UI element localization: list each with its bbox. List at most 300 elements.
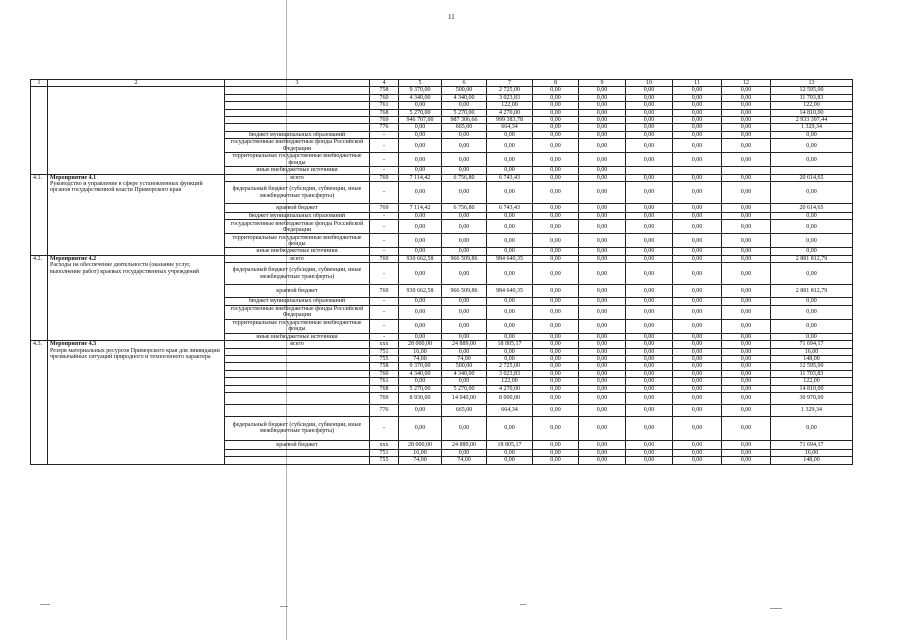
budget-code: ххх xyxy=(370,341,399,348)
budget-code: - xyxy=(370,234,399,248)
year-value: 0,00 xyxy=(487,355,533,362)
year-value: 0,00 xyxy=(579,355,626,362)
total-value: 11 703,83 xyxy=(771,94,853,101)
year-value xyxy=(673,167,722,174)
year-value: 0,00 xyxy=(673,102,722,109)
year-value: 0,00 xyxy=(626,392,673,404)
year-value: 946 707,00 xyxy=(399,117,442,124)
measure-title: Мероприятие 4.2 xyxy=(50,255,97,262)
year-value: 0,00 xyxy=(626,213,673,220)
scan-mark xyxy=(770,608,782,609)
budget-code: - xyxy=(370,167,399,174)
year-value: 0,00 xyxy=(487,234,533,248)
year-value: 0,00 xyxy=(673,319,722,333)
year-value: 0,00 xyxy=(626,124,673,131)
year-value: 0,00 xyxy=(533,319,579,333)
funding-source: краевой бюджет xyxy=(225,440,370,449)
scan-mark xyxy=(280,606,288,607)
year-value: 0,00 xyxy=(579,404,626,416)
year-value: 0,00 xyxy=(533,440,579,449)
year-value: 0,00 xyxy=(626,319,673,333)
year-value: 0,00 xyxy=(722,263,771,285)
funding-source: иные внебюджетные источники xyxy=(225,333,370,340)
table-row xyxy=(31,255,853,262)
year-value: 4 340,00 xyxy=(399,370,442,377)
year-value: 0,00 xyxy=(673,370,722,377)
year-value: 0,00 xyxy=(722,319,771,333)
measure-cell xyxy=(48,87,225,174)
year-value: 0,00 xyxy=(673,385,722,392)
table-row xyxy=(31,174,853,181)
total-value: 0,00 xyxy=(771,263,853,285)
year-value: 0,00 xyxy=(533,174,579,181)
year-value: 0,00 xyxy=(533,298,579,305)
year-value: 0,00 xyxy=(533,124,579,131)
funding-source xyxy=(225,385,370,392)
year-value: 0,00 xyxy=(579,182,626,204)
total-value: 30 970,00 xyxy=(771,392,853,404)
year-value: 0,00 xyxy=(533,139,579,153)
year-value: 0,00 xyxy=(673,378,722,385)
column-number: 5 xyxy=(399,80,442,87)
year-value: 0,00 xyxy=(722,285,771,298)
year-value: 0,00 xyxy=(399,305,442,319)
budget-code: 760 xyxy=(370,94,399,101)
measure-cell xyxy=(48,255,225,340)
budget-code: 760 xyxy=(370,370,399,377)
year-value: 0,00 xyxy=(722,234,771,248)
year-value: 0,00 xyxy=(487,449,533,456)
total-value: 0,00 xyxy=(771,139,853,153)
year-value: 0,00 xyxy=(579,378,626,385)
budget-code: - xyxy=(370,182,399,204)
year-value: 0,00 xyxy=(399,416,442,440)
year-value: 0,00 xyxy=(487,348,533,355)
year-value: 930 662,58 xyxy=(399,285,442,298)
funding-source xyxy=(225,94,370,101)
total-value: 0,00 xyxy=(771,319,853,333)
budget-code: 755 xyxy=(370,355,399,362)
total-value: 16,00 xyxy=(771,449,853,456)
funding-source xyxy=(225,370,370,377)
measure-id: 4.2. xyxy=(31,255,48,340)
funding-source: территориальные государственные внебюджетные фонды xyxy=(225,319,370,333)
funding-source: иные внебюджетные источники xyxy=(225,167,370,174)
year-value: 7 114,42 xyxy=(399,174,442,181)
budget-code: - xyxy=(370,298,399,305)
budget-code: 758 xyxy=(370,87,399,94)
year-value: 0,00 xyxy=(487,182,533,204)
year-value: 0,00 xyxy=(673,182,722,204)
year-value: 0,00 xyxy=(626,363,673,370)
funding-source: бюджет муниципальных образований xyxy=(225,213,370,220)
year-value: 0,00 xyxy=(673,213,722,220)
year-value: 0,00 xyxy=(579,449,626,456)
year-value: 7 114,42 xyxy=(399,204,442,213)
year-value: 5 270,00 xyxy=(399,385,442,392)
year-value: 0,00 xyxy=(533,305,579,319)
year-value: 0,00 xyxy=(533,457,579,464)
column-number: 10 xyxy=(626,80,673,87)
budget-code: 758 xyxy=(370,363,399,370)
column-number: 12 xyxy=(722,80,771,87)
year-value: 0,00 xyxy=(533,167,579,174)
column-number: 6 xyxy=(442,80,487,87)
year-value: 0,00 xyxy=(487,319,533,333)
year-value: 0,00 xyxy=(673,174,722,181)
year-value: 9 370,00 xyxy=(399,363,442,370)
year-value: 0,00 xyxy=(533,234,579,248)
funding-source: территориальные государственные внебюджетные фонды xyxy=(225,234,370,248)
year-value: 0,00 xyxy=(673,416,722,440)
year-value: 0,00 xyxy=(442,305,487,319)
total-value: 148,00 xyxy=(771,355,853,362)
year-value: 0,00 xyxy=(533,213,579,220)
year-value: 0,00 xyxy=(626,355,673,362)
year-value: 500,00 xyxy=(442,363,487,370)
measure-title: Мероприятие 4.1 xyxy=(50,174,97,181)
year-value: 28 000,00 xyxy=(399,440,442,449)
year-value: 6 743,43 xyxy=(487,204,533,213)
year-value: 0,00 xyxy=(626,204,673,213)
year-value: 0,00 xyxy=(579,416,626,440)
year-value: 0,00 xyxy=(579,174,626,181)
year-value: 0,00 xyxy=(579,87,626,94)
total-value: 14 810,00 xyxy=(771,109,853,116)
year-value: 24 889,00 xyxy=(442,440,487,449)
funding-source: федеральный бюджет (субсидии, субвенции, иные межбюджетные трансферты) xyxy=(225,263,370,285)
funding-source: бюджет муниципальных образований xyxy=(225,131,370,138)
year-value: 0,00 xyxy=(442,248,487,255)
column-number: 3 xyxy=(225,80,370,87)
measure-description: Резерв материальных ресурсов Приморского края для ликвидации чрезвычайных ситуаций природного и техногенного характера xyxy=(50,347,220,360)
table-row xyxy=(31,341,853,348)
year-value: 0,00 xyxy=(626,255,673,262)
year-value: 0,00 xyxy=(722,305,771,319)
year-value: 0,00 xyxy=(487,139,533,153)
budget-code: - xyxy=(370,139,399,153)
measure-description: Руководство и управление в сфере установленных функций органов государственной власти Приморского края xyxy=(50,181,203,194)
year-value: 0,00 xyxy=(722,298,771,305)
year-value: 0,00 xyxy=(533,109,579,116)
funding-source: краевой бюджет xyxy=(225,204,370,213)
year-value: 5 270,00 xyxy=(442,385,487,392)
year-value: 0,00 xyxy=(579,139,626,153)
budget-code: - xyxy=(370,153,399,167)
year-value: 0,00 xyxy=(533,378,579,385)
budget-code: 769 xyxy=(370,174,399,181)
year-value: 0,00 xyxy=(399,131,442,138)
budget-code: 769 xyxy=(370,392,399,404)
year-value: 0,00 xyxy=(579,124,626,131)
year-value: 0,00 xyxy=(579,94,626,101)
year-value: 0,00 xyxy=(399,378,442,385)
year-value: 0,00 xyxy=(626,449,673,456)
year-value: 0,00 xyxy=(626,440,673,449)
year-value: 966 509,86 xyxy=(442,255,487,262)
year-value: 5 270,00 xyxy=(442,109,487,116)
year-value: 0,00 xyxy=(673,153,722,167)
year-value: 0,00 xyxy=(722,102,771,109)
column-number: 13 xyxy=(771,80,853,87)
year-value: 0,00 xyxy=(399,263,442,285)
total-value: 20 614,65 xyxy=(771,174,853,181)
year-value xyxy=(626,167,673,174)
year-value: 0,00 xyxy=(579,220,626,234)
funding-source: федеральный бюджет (субсидии, субвенции, иные межбюджетные трансферты) xyxy=(225,182,370,204)
year-value: 0,00 xyxy=(442,102,487,109)
total-value: 12 595,00 xyxy=(771,87,853,94)
budget-code: ххх xyxy=(370,440,399,449)
total-value xyxy=(771,167,853,174)
year-value: 0,00 xyxy=(533,385,579,392)
year-value: 0,00 xyxy=(579,102,626,109)
year-value: 0,00 xyxy=(673,204,722,213)
year-value: 0,00 xyxy=(673,94,722,101)
funding-source: федеральный бюджет (субсидии, субвенции, иные межбюджетные трансферты) xyxy=(225,416,370,440)
total-value: 12 595,00 xyxy=(771,363,853,370)
total-value: 0,00 xyxy=(771,131,853,138)
year-value: 0,00 xyxy=(442,298,487,305)
year-value: 0,00 xyxy=(673,139,722,153)
year-value: 665,00 xyxy=(442,404,487,416)
year-value: 0,00 xyxy=(487,167,533,174)
year-value: 0,00 xyxy=(673,117,722,124)
year-value: 0,00 xyxy=(487,248,533,255)
funding-source xyxy=(225,87,370,94)
year-value: 28 000,00 xyxy=(399,341,442,348)
year-value: 0,00 xyxy=(722,370,771,377)
year-value: 0,00 xyxy=(722,348,771,355)
year-value: 0,00 xyxy=(673,234,722,248)
budget-code: - xyxy=(370,333,399,340)
year-value: 0,00 xyxy=(533,263,579,285)
year-value: 0,00 xyxy=(626,248,673,255)
budget-code: - xyxy=(370,305,399,319)
year-value: 0,00 xyxy=(579,457,626,464)
year-value: 122,00 xyxy=(487,102,533,109)
year-value: 0,00 xyxy=(487,263,533,285)
year-value: 0,00 xyxy=(487,213,533,220)
year-value: 3 023,83 xyxy=(487,370,533,377)
year-value: 0,00 xyxy=(399,153,442,167)
budget-code: - xyxy=(370,416,399,440)
year-value: 0,00 xyxy=(579,333,626,340)
year-value: 0,00 xyxy=(673,263,722,285)
year-value: 0,00 xyxy=(533,355,579,362)
year-value: 0,00 xyxy=(579,298,626,305)
year-value: 0,00 xyxy=(722,204,771,213)
year-value: 0,00 xyxy=(579,348,626,355)
measure-cell xyxy=(48,174,225,255)
table-row xyxy=(31,87,853,94)
column-number: 8 xyxy=(533,80,579,87)
year-value: 0,00 xyxy=(626,416,673,440)
year-value: 0,00 xyxy=(399,319,442,333)
funding-source: иные внебюджетные источники xyxy=(225,248,370,255)
year-value: 0,00 xyxy=(722,109,771,116)
year-value: 0,00 xyxy=(533,117,579,124)
year-value: 0,00 xyxy=(673,109,722,116)
total-value: 0,00 xyxy=(771,416,853,440)
year-value: 0,00 xyxy=(442,213,487,220)
year-value: 16,00 xyxy=(399,348,442,355)
year-value: 0,00 xyxy=(673,220,722,234)
year-value: 0,00 xyxy=(487,153,533,167)
year-value: 74,00 xyxy=(442,457,487,464)
budget-code: 751 xyxy=(370,449,399,456)
funding-source xyxy=(225,109,370,116)
year-value: 930 662,58 xyxy=(399,255,442,262)
year-value: 0,00 xyxy=(722,182,771,204)
year-value: 0,00 xyxy=(673,440,722,449)
scan-mark xyxy=(520,604,526,605)
year-value: 0,00 xyxy=(722,139,771,153)
budget-code: 761 xyxy=(370,378,399,385)
funding-source xyxy=(225,457,370,464)
year-value: 0,00 xyxy=(533,131,579,138)
budget-code: - xyxy=(370,213,399,220)
year-value: 0,00 xyxy=(722,363,771,370)
year-value: 0,00 xyxy=(626,298,673,305)
budget-code: 768 xyxy=(370,109,399,116)
year-value: 0,00 xyxy=(626,153,673,167)
year-value: 0,00 xyxy=(487,131,533,138)
year-value: 0,00 xyxy=(579,131,626,138)
year-value: 0,00 xyxy=(399,248,442,255)
budget-table xyxy=(30,79,853,465)
column-number: 9 xyxy=(579,80,626,87)
total-value: 122,00 xyxy=(771,102,853,109)
year-value: 0,00 xyxy=(442,220,487,234)
year-value: 0,00 xyxy=(673,333,722,340)
year-value: 0,00 xyxy=(626,341,673,348)
year-value: 0,00 xyxy=(722,341,771,348)
year-value: 4 340,00 xyxy=(442,94,487,101)
budget-code: 769 xyxy=(370,117,399,124)
funding-source: краевой бюджет xyxy=(225,285,370,298)
year-value: 0,00 xyxy=(533,449,579,456)
year-value: 0,00 xyxy=(533,182,579,204)
year-value: 2 725,00 xyxy=(487,363,533,370)
budget-code: 769 xyxy=(370,285,399,298)
year-value: 0,00 xyxy=(626,457,673,464)
total-value: 0,00 xyxy=(771,298,853,305)
year-value: 4 270,00 xyxy=(487,109,533,116)
funding-source: территориальные государственные внебюджетные фонды xyxy=(225,153,370,167)
measure-id: 4.3. xyxy=(31,341,48,465)
year-value: 0,00 xyxy=(579,167,626,174)
total-value: 0,00 xyxy=(771,248,853,255)
total-value: 0,00 xyxy=(771,305,853,319)
year-value: 0,00 xyxy=(579,213,626,220)
year-value: 0,00 xyxy=(722,440,771,449)
year-value: 0,00 xyxy=(722,457,771,464)
measure-cell xyxy=(48,341,225,465)
measure-id xyxy=(31,87,48,174)
year-value: 0,00 xyxy=(722,248,771,255)
year-value: 984 640,35 xyxy=(487,285,533,298)
year-value: 16,00 xyxy=(399,449,442,456)
column-number-row xyxy=(31,80,853,87)
year-value: 500,00 xyxy=(442,87,487,94)
year-value: 0,00 xyxy=(579,234,626,248)
year-value: 0,00 xyxy=(673,404,722,416)
year-value: 0,00 xyxy=(579,440,626,449)
year-value: 0,00 xyxy=(722,378,771,385)
year-value: 0,00 xyxy=(399,298,442,305)
year-value: 0,00 xyxy=(533,248,579,255)
funding-source: всего xyxy=(225,174,370,181)
budget-code: 776 xyxy=(370,124,399,131)
year-value: 0,00 xyxy=(579,319,626,333)
total-value: 20 614,65 xyxy=(771,204,853,213)
measure-title: Мероприятие 4.3 xyxy=(50,341,97,348)
year-value: 0,00 xyxy=(626,174,673,181)
funding-source: бюджет муниципальных образований xyxy=(225,298,370,305)
year-value: 0,00 xyxy=(533,204,579,213)
year-value: 0,00 xyxy=(626,305,673,319)
budget-code: - xyxy=(370,263,399,285)
year-value: 0,00 xyxy=(626,220,673,234)
total-value: 0,00 xyxy=(771,213,853,220)
year-value: 0,00 xyxy=(399,182,442,204)
year-value: 0,00 xyxy=(442,319,487,333)
total-value: 0,00 xyxy=(771,333,853,340)
year-value: 6 756,80 xyxy=(442,174,487,181)
year-value: 0,00 xyxy=(579,392,626,404)
year-value: 0,00 xyxy=(579,385,626,392)
year-value: 0,00 xyxy=(673,298,722,305)
year-value: 122,00 xyxy=(487,378,533,385)
year-value: 18 805,17 xyxy=(487,440,533,449)
year-value: 0,00 xyxy=(533,94,579,101)
funding-source xyxy=(225,404,370,416)
year-value: 0,00 xyxy=(673,124,722,131)
year-value: 0,00 xyxy=(533,220,579,234)
year-value: 0,00 xyxy=(722,153,771,167)
year-value: 0,00 xyxy=(722,131,771,138)
year-value: 74,00 xyxy=(399,355,442,362)
year-value: 0,00 xyxy=(442,416,487,440)
year-value: 0,00 xyxy=(442,131,487,138)
year-value: 0,00 xyxy=(442,348,487,355)
page-number: 11 xyxy=(448,13,455,21)
year-value: 665,00 xyxy=(442,124,487,131)
year-value: 0,00 xyxy=(533,348,579,355)
year-value: 0,00 xyxy=(626,263,673,285)
total-value: 2 881 812,79 xyxy=(771,255,853,262)
year-value: 0,00 xyxy=(579,255,626,262)
year-value: 0,00 xyxy=(487,333,533,340)
year-value: 0,00 xyxy=(533,416,579,440)
total-value: 71 694,17 xyxy=(771,341,853,348)
year-value: 74,00 xyxy=(442,355,487,362)
funding-source: всего xyxy=(225,341,370,348)
year-value: 0,00 xyxy=(533,404,579,416)
year-value: 0,00 xyxy=(533,392,579,404)
funding-source xyxy=(225,392,370,404)
total-value: 2 933 397,44 xyxy=(771,117,853,124)
year-value: 0,00 xyxy=(673,305,722,319)
year-value xyxy=(722,167,771,174)
year-value: 0,00 xyxy=(442,378,487,385)
year-value: 0,00 xyxy=(579,363,626,370)
year-value: 0,00 xyxy=(487,298,533,305)
year-value: 0,00 xyxy=(533,285,579,298)
year-value: 0,00 xyxy=(626,87,673,94)
year-value: 0,00 xyxy=(673,355,722,362)
